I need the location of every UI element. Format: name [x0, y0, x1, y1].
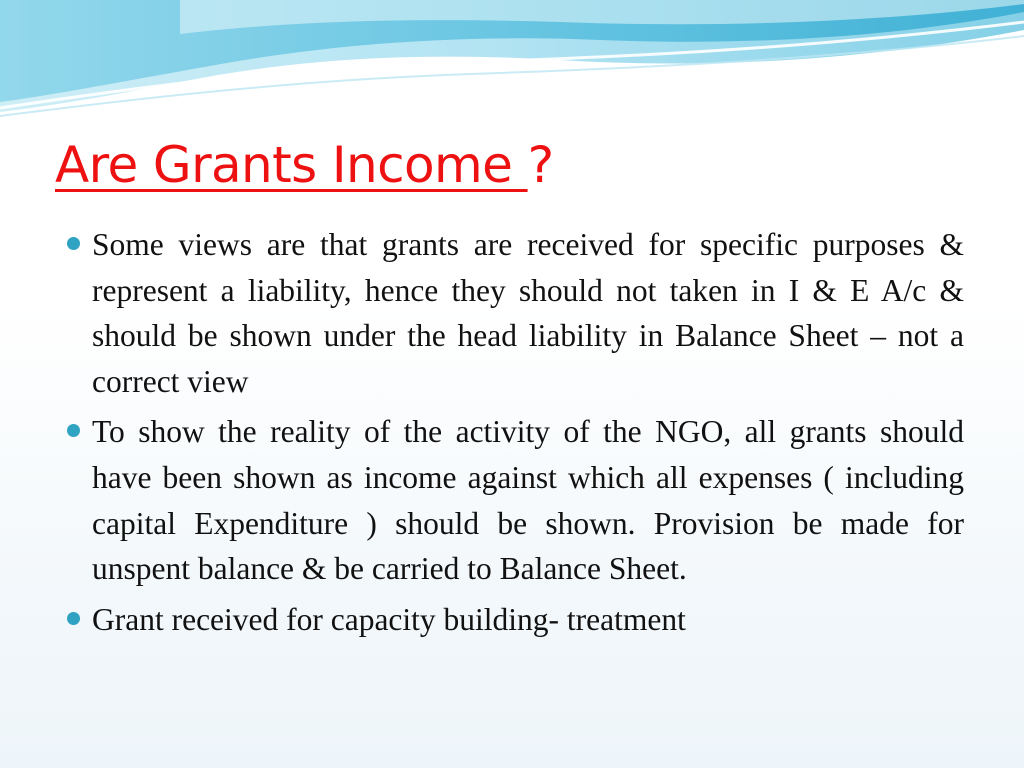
- slide-title-underlined: Are Grants Income: [55, 136, 528, 194]
- bullet-dot-icon: [67, 424, 80, 437]
- bullet-dot-icon: [67, 237, 80, 250]
- bullet-item: [92, 409, 964, 591]
- wave-decoration: [0, 0, 1024, 130]
- bullet-text: Some views are that grants are received for specific purposes & represent a liability, hence they should not taken in I & E A/c & should be shown under the head liability in Balance Sheet – not a correct view: [92, 227, 964, 399]
- slide-title-question-mark: ?: [527, 136, 554, 194]
- bullet-text: Grant received for capacity building- treatment: [92, 601, 686, 637]
- bullet-item: [92, 597, 964, 643]
- bullet-list: [92, 222, 964, 647]
- bullet-text: To show the reality of the activity of the NGO, all grants should have been shown as income against which all expenses ( including capital Expenditure ) should be shown. Provision be made for unspent balance & be carried to Balance Sheet.: [92, 414, 964, 587]
- bullet-dot-icon: [67, 612, 80, 625]
- bullet-item: [92, 222, 964, 404]
- slide-title: [55, 126, 554, 204]
